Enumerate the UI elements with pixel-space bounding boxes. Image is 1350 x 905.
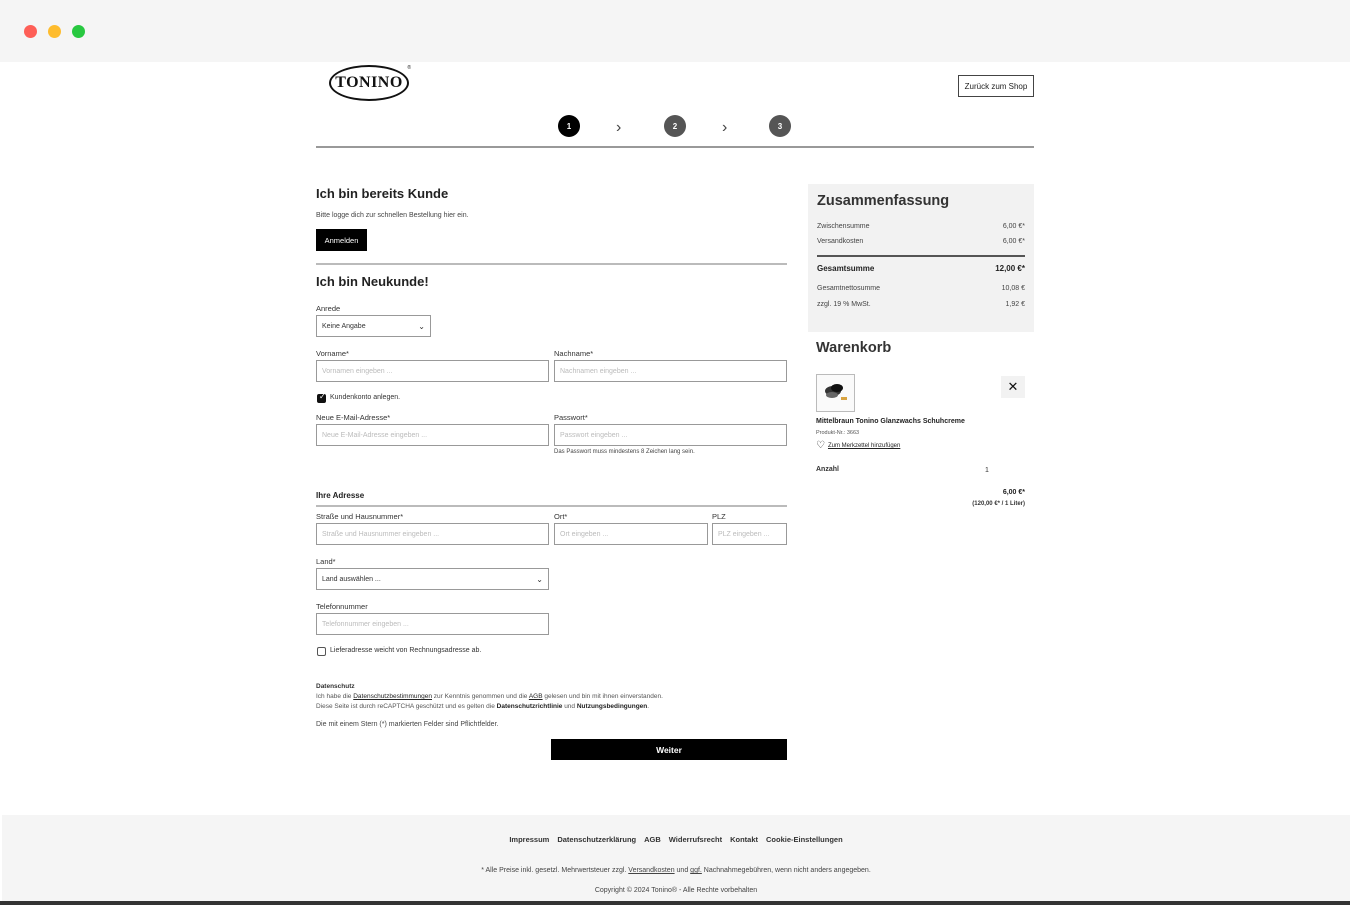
firstname-input[interactable]: Vornamen eingeben ... xyxy=(316,360,549,382)
tonino-logo[interactable] xyxy=(329,65,409,101)
required-fields-note: Die mit einem Stern (*) markierten Felder sind Pflichtfelder. xyxy=(316,721,499,728)
quantity-value[interactable]: 1 xyxy=(985,467,989,474)
shipping-label: Versandkosten xyxy=(817,238,864,245)
header-divider xyxy=(316,146,1034,148)
privacy-text: zur Kenntnis genommen und die xyxy=(432,693,529,700)
city-label: Ort* xyxy=(554,512,568,521)
window-minimize-dot[interactable] xyxy=(48,25,61,38)
product-image[interactable] xyxy=(816,374,855,412)
street-label: Straße und Hausnummer* xyxy=(316,512,404,521)
net-value: 10,08 € xyxy=(1001,285,1025,292)
wishlist-link[interactable]: Zum Merkzettel hinzufügen xyxy=(827,443,901,449)
shipping-row xyxy=(817,238,1025,245)
privacy-text: und xyxy=(562,703,577,710)
order-summary xyxy=(808,184,1034,332)
checkout-page xyxy=(0,62,1350,905)
step-3-indicator: 3 xyxy=(769,115,791,137)
terms-of-use-link[interactable]: Nutzungsbedingungen xyxy=(576,703,648,710)
net-label: Gesamtnettosumme xyxy=(817,285,881,292)
window-bottom-edge xyxy=(0,901,1350,905)
privacy-block xyxy=(316,682,663,712)
salutation-label: Anrede xyxy=(316,304,341,313)
zip-input[interactable]: PLZ eingeben ... xyxy=(712,523,787,545)
footer-link-withdrawal[interactable]: Widerrufsrecht xyxy=(668,835,723,844)
subtotal-label: Zwischensumme xyxy=(817,223,870,230)
browser-chrome xyxy=(0,0,1350,62)
heart-icon: ♡ xyxy=(816,440,825,451)
total-row xyxy=(817,264,1025,273)
vat-value: 1,92 € xyxy=(1005,301,1025,308)
country-select[interactable] xyxy=(316,568,549,590)
city-input[interactable]: Ort eingeben ... xyxy=(554,523,708,545)
footer-link-impressum[interactable]: Impressum xyxy=(509,835,550,844)
net-row xyxy=(817,285,1025,292)
price-note-text: * Alle Preise inkl. gesetzl. Mehrwertsteuer zzgl. xyxy=(481,867,629,874)
continue-button[interactable]: Weiter xyxy=(551,739,787,760)
footer-link-agb[interactable]: AGB xyxy=(644,835,661,844)
phone-input[interactable]: Telefonnummer eingeben ... xyxy=(316,613,549,635)
password-label: Passwort* xyxy=(554,413,588,422)
privacy-line-1 xyxy=(316,692,663,702)
privacy-text: Ich habe die xyxy=(316,693,354,700)
country-value: Land auswählen ... xyxy=(322,575,381,583)
salutation-value: Keine Angabe xyxy=(322,322,366,330)
create-account-label: Kundenkonto anlegen. xyxy=(330,394,401,401)
ggf-text: ggf. xyxy=(690,867,702,874)
lastname-label: Nachname* xyxy=(554,349,594,358)
footer-link-cookies[interactable]: Cookie-Einstellungen xyxy=(766,835,843,844)
copyright: Copyright © 2024 Tonino® - Alle Rechte vorbehalten xyxy=(594,887,758,894)
total-label: Gesamtsumme xyxy=(817,264,875,273)
step-2-indicator: 2 xyxy=(664,115,686,137)
wishlist-row[interactable] xyxy=(816,441,900,451)
product-name[interactable]: Mittelbraun Tonino Glanzwachs Schuhcreme xyxy=(816,418,965,425)
window-maximize-dot[interactable] xyxy=(72,25,85,38)
footer-link-contact[interactable]: Kontakt xyxy=(730,835,758,844)
price-note-text: Nachnahmegebühren, wenn nicht anders angegeben. xyxy=(701,867,871,874)
vat-row xyxy=(817,301,1025,308)
remove-item-button[interactable] xyxy=(1001,376,1025,398)
window-close-dot[interactable] xyxy=(24,25,37,38)
price-note-text: und xyxy=(674,867,691,874)
privacy-guideline-link[interactable]: Datenschutzrichtlinie xyxy=(496,703,563,710)
shipping-costs-link[interactable]: Versandkosten xyxy=(628,867,675,874)
price-note xyxy=(2,867,1350,874)
login-hint: Bitte logge dich zur schnellen Bestellung hier ein. xyxy=(316,212,469,219)
street-input[interactable]: Straße und Hausnummer eingeben ... xyxy=(316,523,549,545)
login-title: Ich bin bereits Kunde xyxy=(316,186,449,201)
cart-title: Warenkorb xyxy=(816,340,892,356)
address-divider xyxy=(316,505,787,507)
logo-text: TONINO xyxy=(335,74,403,91)
login-button[interactable]: Anmelden xyxy=(316,229,367,251)
privacy-text: gelesen und bin mit ihnen einverstanden. xyxy=(542,693,663,700)
page-footer xyxy=(2,815,1350,902)
subtotal-value: 6,00 €* xyxy=(1002,223,1025,230)
salutation-select[interactable] xyxy=(316,315,431,337)
password-input[interactable]: Passwort eingeben ... xyxy=(554,424,787,446)
item-price: 6,00 €* xyxy=(1002,489,1025,496)
email-input[interactable]: Neue E-Mail-Adresse eingeben ... xyxy=(316,424,549,446)
different-shipping-label: Lieferadresse weicht von Rechnungsadresse ab. xyxy=(330,647,482,654)
back-to-shop-button[interactable]: Zurück zum Shop xyxy=(958,75,1034,97)
total-value: 12,00 €* xyxy=(995,264,1025,273)
privacy-text: Diese Seite ist durch reCAPTCHA geschützt und es gelten die xyxy=(316,703,497,710)
phone-label: Telefonnummer xyxy=(316,602,368,611)
subtotal-row xyxy=(817,223,1025,230)
section-divider xyxy=(316,263,787,265)
chevron-down-icon: ⌄ xyxy=(536,574,543,584)
register-title: Ich bin Neukunde! xyxy=(316,274,429,289)
chevron-right-icon: › xyxy=(722,119,728,136)
create-account-checkbox[interactable] xyxy=(317,394,326,403)
checkout-steps xyxy=(558,115,798,139)
privacy-policy-link[interactable]: Datenschutzbestimmungen xyxy=(353,693,432,700)
agb-link[interactable]: AGB xyxy=(528,693,543,700)
close-icon: ✕ xyxy=(1007,379,1019,394)
summary-divider xyxy=(817,255,1025,257)
privacy-line-2 xyxy=(316,702,663,712)
lastname-input[interactable]: Nachnamen eingeben ... xyxy=(554,360,787,382)
zip-label: PLZ xyxy=(712,512,726,521)
footer-link-privacy[interactable]: Datenschutzerklärung xyxy=(557,835,637,844)
product-number: Produkt-Nr.: 3663 xyxy=(816,430,860,436)
email-label: Neue E-Mail-Adresse* xyxy=(316,413,391,422)
shipping-value: 6,00 €* xyxy=(1002,238,1025,245)
logo-mark: ® xyxy=(407,65,411,71)
unit-price: (120,00 €* / 1 Liter) xyxy=(972,501,1025,507)
password-hint: Das Passwort muss mindestens 8 Zeichen lang sein. xyxy=(554,449,695,455)
privacy-text: . xyxy=(647,703,650,710)
chevron-down-icon: ⌄ xyxy=(418,321,425,331)
privacy-title: Datenschutz xyxy=(316,683,355,690)
shoe-polish-tin-icon xyxy=(817,375,854,411)
chevron-right-icon: › xyxy=(616,119,622,136)
different-shipping-checkbox[interactable] xyxy=(317,647,326,656)
quantity-label: Anzahl xyxy=(816,466,839,473)
vat-label: zzgl. 19 % MwSt. xyxy=(817,301,871,308)
step-1-indicator: 1 xyxy=(558,115,580,137)
footer-links xyxy=(2,835,1350,844)
address-title: Ihre Adresse xyxy=(316,491,365,500)
country-label: Land* xyxy=(316,557,336,566)
firstname-label: Vorname* xyxy=(316,349,349,358)
summary-title: Zusammenfassung xyxy=(817,193,950,209)
